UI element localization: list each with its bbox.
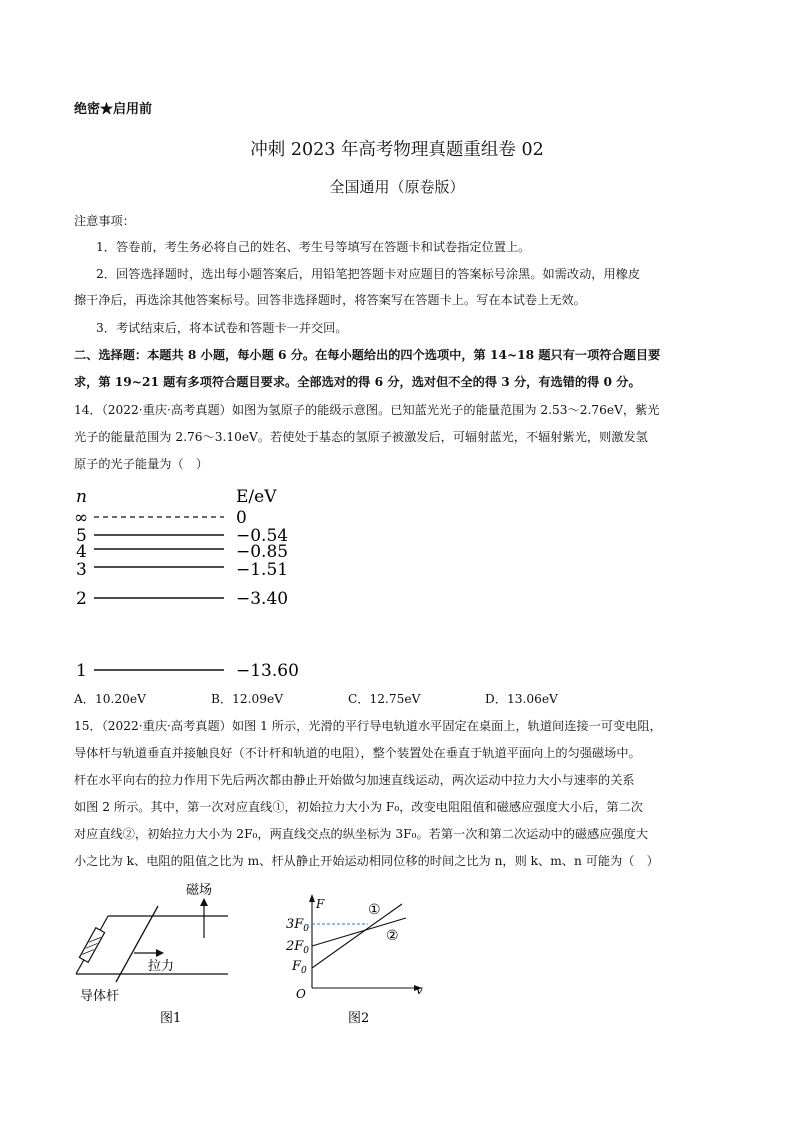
notice-item-2: 2．回答选择题时，选出每小题答案后，用铅笔把答题卡对应题目的答案标号涂黑。如需改动，用橡皮 [96,267,641,281]
level-e-3: −1.51 [236,560,289,580]
x-axis-label: v [416,983,423,997]
level-e-2: −3.40 [236,589,289,609]
energy-axis-label: E/eV [236,487,277,507]
notice-item-2-cont: 擦干净后，再选涂其他答案标号。回答非选择题时，将答案写在答题卡上。写在本试卷上无效。 [74,293,586,307]
force-arrow-head [156,949,164,957]
option-b[interactable]: B．12.09eV [211,692,284,706]
question-14-options [74,686,714,713]
question-14-stem: 14．（2022·重庆·高考真题）如图为氢原子的能级示意图。已知蓝光光子的能量范围为 2.53～2.76eV，紫光 [74,403,660,417]
level-n-4: 4 [76,542,87,562]
figure-2-fv-graph [282,890,432,1030]
level-n-1: 1 [76,661,87,681]
field-label: 磁场 [186,883,213,898]
tick-3f0: $3F_0$ [286,917,310,934]
question-14-stem-2: 光子的能量范围为 2.76～3.10eV。若使处于基态的氢原子被激发后，可辐射蓝光，不辐射紫光，则激发氢 [74,430,648,444]
question-15-stem-6: 小之比为 k、电阻的阻值之比为 m、杆从静止开始运动相同位移的时间之比为 n，则 k、m、n 可能为（ ） [74,854,659,868]
section-heading-cont: 求，第 19~21 题有多项符合题目要求。全部选对的得 6 分，选对但不全的得 3 分，有选错的得 0 分。 [74,375,641,389]
page-subtitle: 全国通用（原卷版） [329,178,465,196]
y-axis-label: F [316,897,325,911]
figure-2-caption: 图2 [348,1011,370,1026]
figure-1-caption: 图1 [160,1011,182,1026]
notice-item-3: 3．考试结束后，将本试卷和答题卡一并交回。 [96,321,348,335]
level-e-5: −0.54 [236,526,289,546]
notice-item-1: 1．答卷前，考生务必将自己的姓名、考生号等填写在答题卡和试卷指定位置上。 [96,240,531,254]
rod-label: 导体杆 [80,989,120,1004]
force-label: 拉力 [148,959,175,974]
tick-2f0: $2F_0$ [286,939,310,956]
variable-resistor [79,928,104,963]
question-15-stem-3: 杆在水平向右的拉力作用下先后两次都由静止开始做匀加速直线运动，两次运动中拉力大小与速率的关系 [74,773,635,787]
line-1-marker: ① [368,902,381,918]
tick-f0: $F_0$ [292,959,307,976]
secret-label: 绝密★启用前 [74,102,153,117]
question-15-stem-4: 如图 2 所示。其中，第一次对应直线①，初始拉力大小为 F₀，改变电阻阻值和磁感应强度大小后，第二次 [74,800,643,814]
figure-1-rails [68,876,238,1026]
origin-label: O [296,987,306,1001]
level-e-1: −13.60 [236,661,299,681]
energy-level-diagram [70,482,310,682]
field-arrow-head [200,898,208,906]
question-14-stem-3: 原子的光子能量为（ ） [74,457,209,471]
level-n-3: 3 [76,560,87,580]
option-d[interactable]: D．13.06eV [485,692,558,706]
question-15-stem: 15．（2022·重庆·高考真题）如图 1 所示，光滑的平行导电轨道水平固定在桌面上，轨道间连接一可变电阻， [74,719,662,733]
question-15-stem-2: 导体杆与轨道垂直并接触良好（不计杆和轨道的电阻），整个装置处在垂直于轨道平面向上的匀强磁场中。 [74,746,641,760]
option-c[interactable]: C．12.75eV [348,692,421,706]
option-a[interactable]: A．10.20eV [74,692,146,706]
level-e-inf: 0 [236,508,247,528]
level-n-5: 5 [76,526,87,546]
level-n-inf: ∞ [74,508,89,528]
page-title: 冲刺 2023 年高考物理真题重组卷 02 [250,140,544,160]
line-2-marker: ② [386,928,399,944]
level-e-4: −0.85 [236,542,289,562]
y-axis-arrow [309,894,315,902]
question-15-stem-5: 对应直线②，初始拉力大小为 2F₀，两直线交点的纵坐标为 3F₀。若第一次和第二次运动中的磁感应强度大 [74,827,649,841]
level-n-2: 2 [76,589,87,609]
notice-heading: 注意事项： [74,214,135,228]
n-axis-label: n [76,487,87,507]
section-heading: 二、选择题：本题共 8 小题，每小题 6 分。在每小题给出的四个选项中，第 14~18 题只有一项符合题目要 [74,348,661,362]
